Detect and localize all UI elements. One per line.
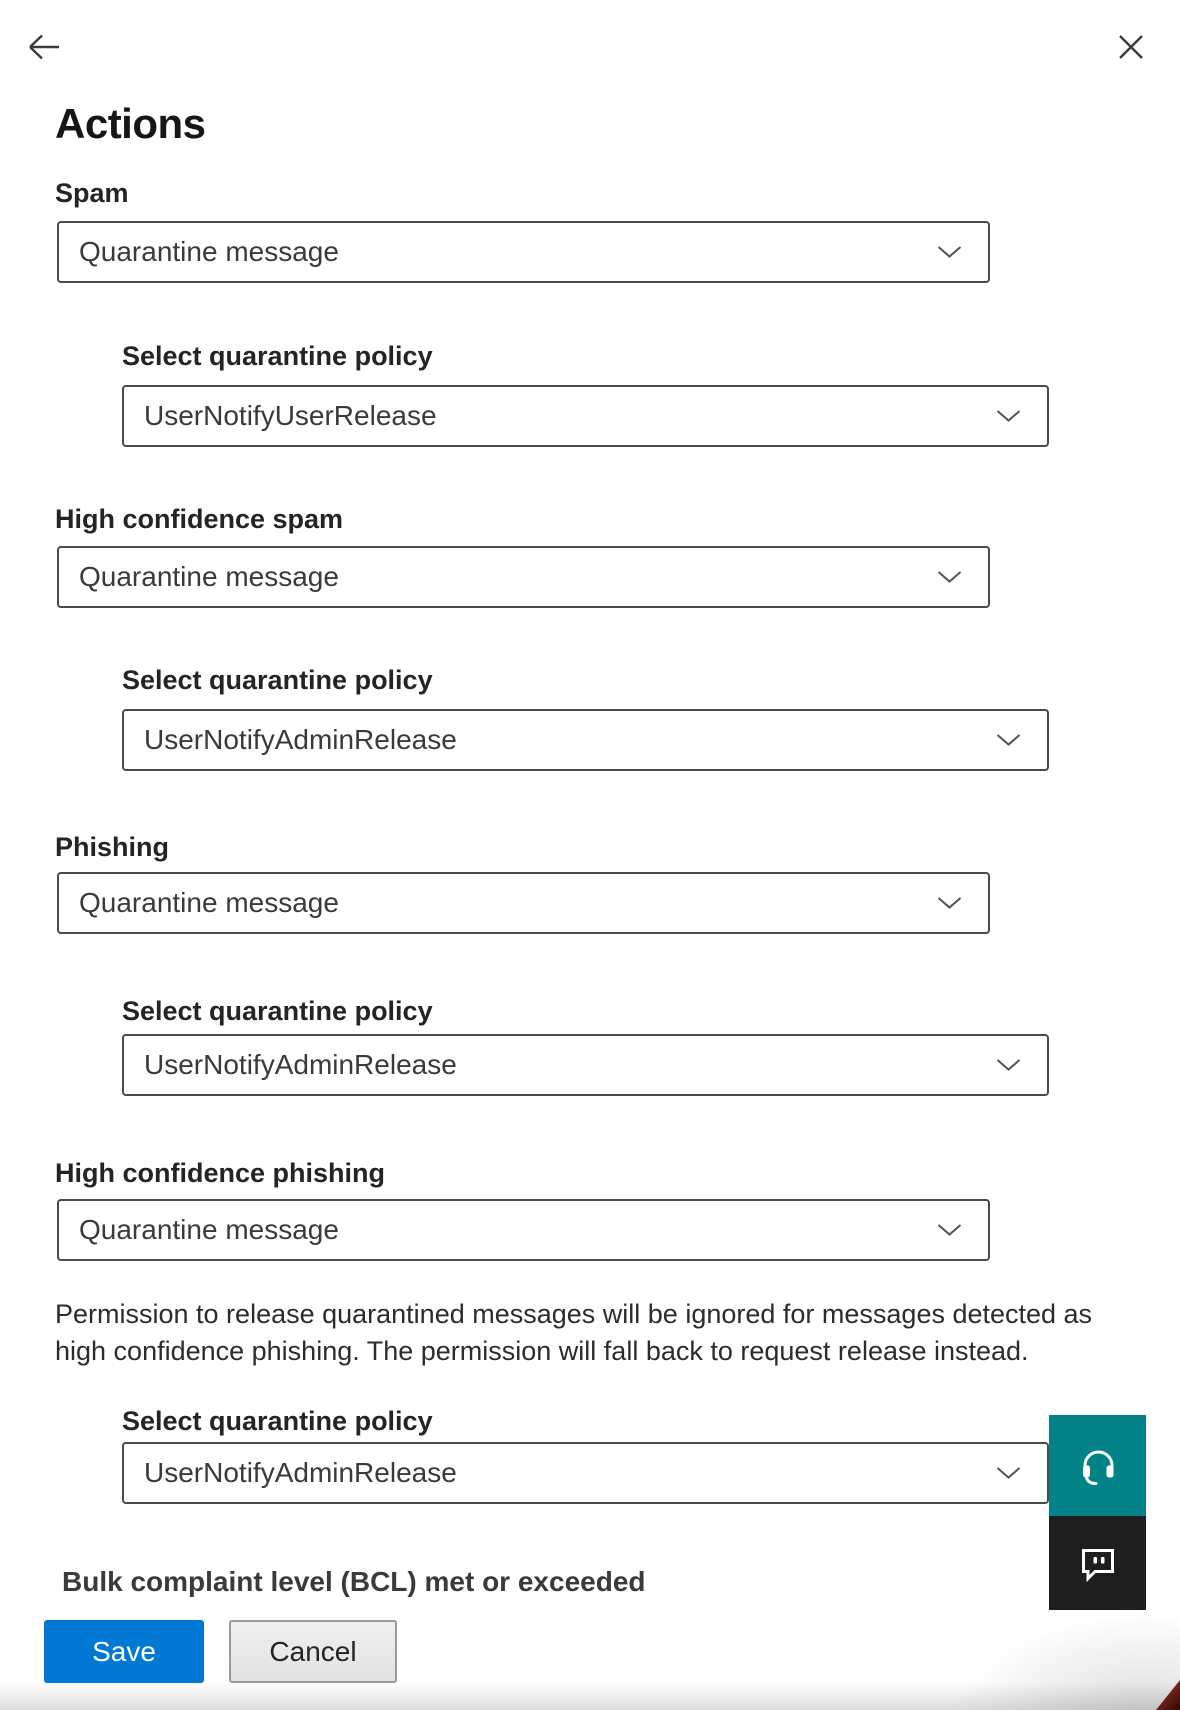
high-confidence-phishing-policy-label: Select quarantine policy	[122, 1406, 433, 1436]
footer-bar	[0, 1598, 1180, 1710]
high-confidence-phishing-policy-dropdown[interactable]	[122, 1442, 1049, 1504]
high-confidence-spam-action-dropdown[interactable]	[57, 546, 990, 608]
back-button[interactable]	[26, 29, 62, 65]
high-confidence-spam-policy-label: Select quarantine policy	[122, 665, 433, 695]
headset-icon	[1075, 1443, 1121, 1489]
bulk-complaint-level-heading: Bulk complaint level (BCL) met or exceeded	[62, 1566, 646, 1597]
chevron-down-icon	[937, 1224, 962, 1237]
spam-action-value: Quarantine message	[79, 236, 339, 267]
phishing-policy-value: UserNotifyAdminRelease	[144, 1049, 457, 1080]
high-confidence-spam-policy-dropdown[interactable]	[122, 709, 1049, 771]
spam-policy-dropdown[interactable]	[122, 385, 1049, 447]
chevron-down-icon	[937, 897, 962, 910]
chevron-down-icon	[996, 734, 1021, 747]
chat-icon	[1075, 1540, 1121, 1586]
phishing-policy-dropdown[interactable]	[122, 1034, 1049, 1096]
high-confidence-phishing-action-dropdown[interactable]	[57, 1199, 990, 1261]
close-icon	[1115, 31, 1147, 63]
save-button[interactable]: Save	[44, 1620, 204, 1683]
help-button[interactable]	[1049, 1415, 1146, 1516]
high-confidence-phishing-policy-value: UserNotifyAdminRelease	[144, 1457, 457, 1488]
high-confidence-spam-action-value: Quarantine message	[79, 561, 339, 592]
high-confidence-spam-label: High confidence spam	[55, 504, 344, 534]
close-button[interactable]	[1115, 31, 1147, 63]
phishing-action-dropdown[interactable]	[57, 872, 990, 934]
arrow-left-icon	[26, 29, 62, 65]
spam-action-dropdown[interactable]	[57, 221, 990, 283]
cancel-button[interactable]: Cancel	[229, 1620, 397, 1683]
chevron-down-icon	[996, 1059, 1021, 1072]
spam-label: Spam	[55, 178, 129, 208]
chevron-down-icon	[996, 1467, 1021, 1480]
high-confidence-phishing-label: High confidence phishing	[55, 1158, 385, 1188]
phishing-action-value: Quarantine message	[79, 887, 339, 918]
feedback-button[interactable]	[1049, 1516, 1146, 1610]
high-confidence-phishing-note: Permission to release quarantined messages will be ignored for messages detected as high confidence phishing. The permission will fall back to request release instead.	[55, 1299, 1093, 1366]
spam-policy-value: UserNotifyUserRelease	[144, 400, 437, 431]
phishing-policy-label: Select quarantine policy	[122, 996, 433, 1026]
high-confidence-phishing-action-value: Quarantine message	[79, 1214, 339, 1245]
spam-policy-label: Select quarantine policy	[122, 341, 433, 371]
phishing-label: Phishing	[55, 832, 169, 862]
high-confidence-spam-policy-value: UserNotifyAdminRelease	[144, 724, 457, 755]
chevron-down-icon	[937, 246, 962, 259]
page-title: Actions	[55, 100, 206, 147]
chevron-down-icon	[937, 571, 962, 584]
chevron-down-icon	[996, 410, 1021, 423]
